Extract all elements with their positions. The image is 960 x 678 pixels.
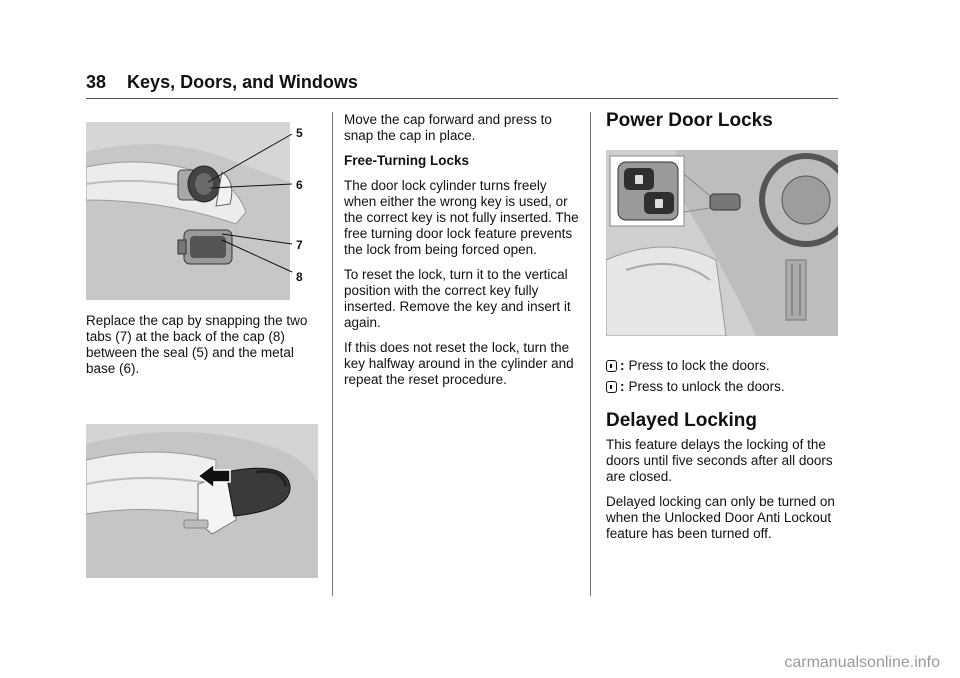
page-header [86, 72, 358, 93]
page-number: 38 [86, 72, 107, 92]
column-2-para-3: To reset the lock, turn it to the vertical position with the correct key fully inserted. Remove the key and insert it again. [344, 267, 571, 330]
watermark: carmanualsonline.info [784, 654, 940, 671]
column-3-para-2: Delayed locking can only be turned on when the Unlocked Door Anti Lockout feature has been turned off. [606, 494, 835, 541]
power-door-locks-heading: Power Door Locks [606, 110, 773, 131]
power-door-lock-switch-illustration [606, 150, 838, 336]
header-rule [86, 98, 838, 99]
figure-1-caption: Replace the cap by snapping the two tabs (7) at the back of the cap (8) between the seal (5) and the metal base (6). [86, 313, 308, 376]
page-title: Keys, Doors, and Windows [127, 72, 358, 92]
column-3-text [606, 437, 842, 551]
unlock-icon [606, 381, 617, 393]
callout-7: 7 [296, 238, 303, 252]
column-2-text [344, 112, 580, 397]
column-divider-1 [332, 112, 333, 596]
lock-description: : Press to lock the doors. [606, 358, 770, 373]
column-2-para-2: The door lock cylinder turns freely when either the wrong key is used, or the correct key is not fully inserted. The free turning door lock feature prevents the lock from being forced open. [344, 178, 579, 257]
column-3-para-1: This feature delays the locking of the doors until five seconds after all doors are closed. [606, 437, 833, 484]
column-divider-2 [590, 112, 591, 596]
column-1-text [86, 313, 318, 386]
delayed-locking-heading: Delayed Locking [606, 410, 757, 431]
lock-icon [606, 360, 617, 372]
free-turning-locks-heading: Free-Turning Locks [344, 153, 470, 168]
callout-6: 6 [296, 178, 303, 192]
callout-5: 5 [296, 126, 303, 140]
lock-text: Press to lock the doors. [628, 358, 770, 373]
callout-lines [200, 122, 300, 297]
unlock-text: Press to unlock the doors. [628, 379, 785, 394]
column-2-para-1: Move the cap forward and press to snap the cap in place. [344, 112, 552, 143]
cap-install-illustration [86, 424, 318, 578]
callout-8: 8 [296, 270, 303, 284]
unlock-description: : Press to unlock the doors. [606, 379, 785, 394]
column-2-para-4: If this does not reset the lock, turn the key halfway around in the cylinder and repeat the reset procedure. [344, 340, 574, 387]
